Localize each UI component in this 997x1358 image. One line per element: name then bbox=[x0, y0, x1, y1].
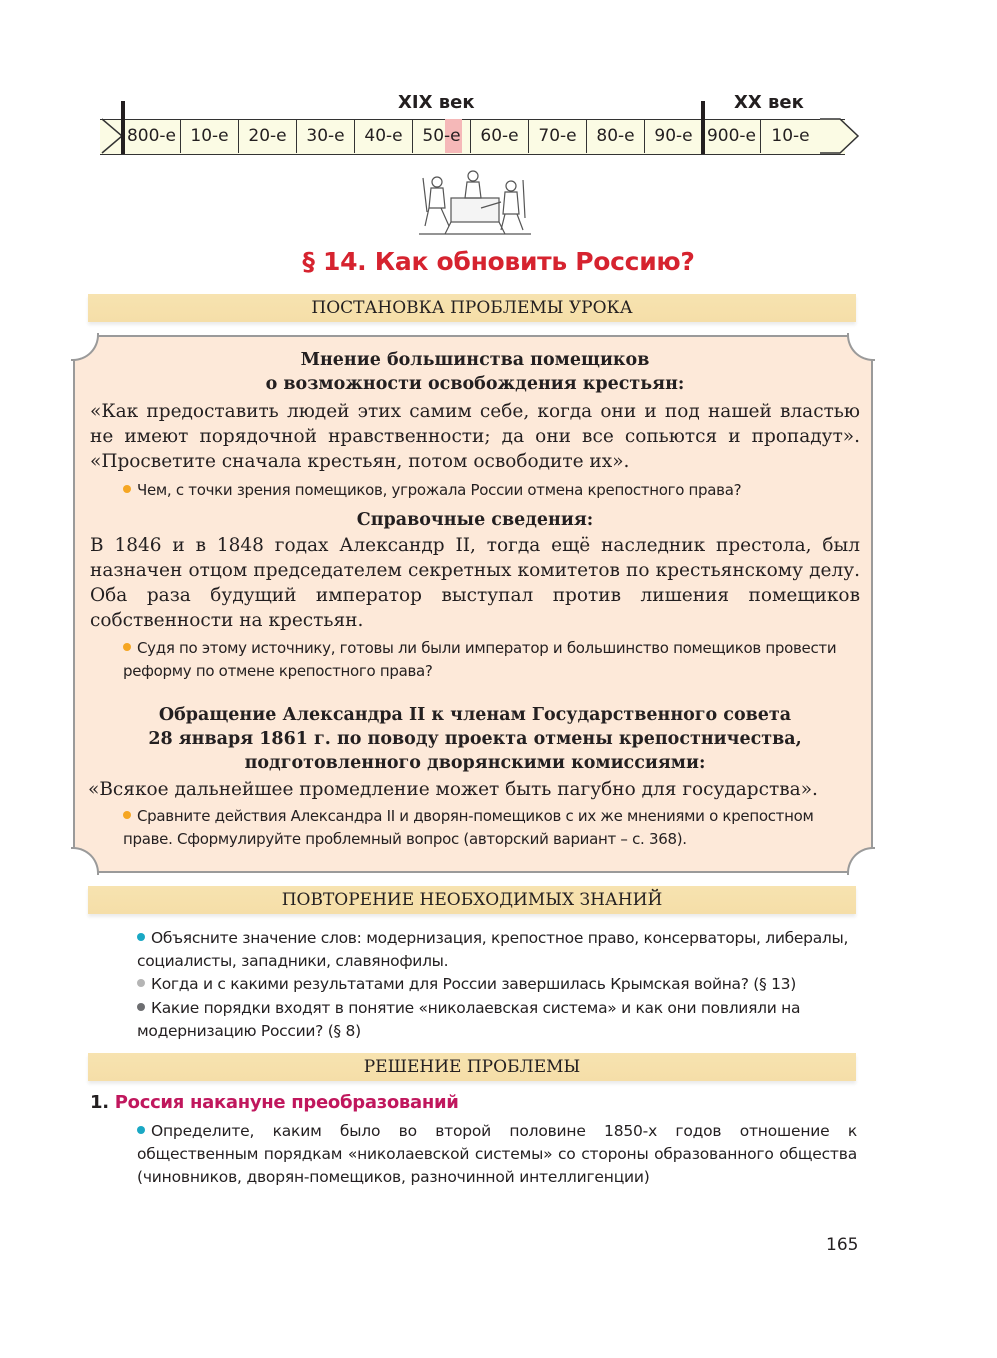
bullet-icon bbox=[123, 811, 131, 819]
source1-question: Чем, с точки зрения помещиков, угрожала России отмена крепостного права? bbox=[123, 479, 863, 502]
bullet-icon bbox=[137, 979, 145, 987]
century-label-xx: XX век bbox=[734, 92, 804, 113]
timeline-decade: 90-е bbox=[644, 119, 702, 153]
sources-box bbox=[73, 335, 873, 873]
timeline bbox=[100, 90, 860, 160]
source3-text: «Всякое дальнейшее промедление может быть пагубно для государства». bbox=[88, 779, 818, 800]
source1-text: «Как предоставить людей этих самим себе, когда они и под нашей властью не имеют порядочной нравственности; да они все сопьются и пропадут». «Просветите сначала крестьян, потом освободите их». bbox=[90, 401, 860, 472]
section-header-problem-setting: ПОСТАНОВКА ПРОБЛЕМЫ УРОКА bbox=[88, 294, 856, 322]
timeline-decade: 30-е bbox=[296, 119, 354, 153]
timeline-decade: 20-е bbox=[238, 119, 296, 153]
source3-question: Сравните действия Александра II и дворян-помещиков с их же мнениями о крепостном праве. Сформулируйте проблемный вопрос (авторский вариант – с. 368). bbox=[123, 807, 814, 848]
bullet-icon bbox=[123, 643, 131, 651]
subsection-heading bbox=[90, 1092, 459, 1113]
century-divider-xx bbox=[701, 101, 705, 154]
century-divider-xix bbox=[121, 101, 125, 154]
bullet-icon bbox=[137, 1003, 145, 1011]
timeline-decade: 80-е bbox=[586, 119, 644, 153]
page-number: 165 bbox=[826, 1235, 859, 1255]
timeline-decade: 10-е bbox=[760, 119, 820, 153]
subsection-title: Россия накануне преобразований bbox=[114, 1092, 459, 1113]
century-label-xix: XIX век bbox=[398, 92, 475, 113]
timeline-decade: 900-е bbox=[702, 119, 760, 153]
source3-heading: Обращение Александра II к членам Государственного совета 28 января 1861 г. по поводу проекта отмены крепостничества, подготовленного дворянскими комиссиями: bbox=[148, 705, 802, 773]
source2-question: Судя по этому источнику, готовы ли были император и большинство помещиков провести реформу по отмене крепостного права? bbox=[123, 639, 837, 680]
source1-heading: Мнение большинства помещиков о возможности освобождения крестьян: bbox=[265, 350, 685, 394]
source2-heading: Справочные сведения: bbox=[356, 510, 594, 530]
source2-text: В 1846 и в 1848 годах Александр II, тогда ещё наследник престола, был назначен отцом председателем секретных комитетов по крестьянскому делу. Оба раза будущий император выступал против лишения помещиков собственности на крестьян. bbox=[90, 535, 860, 631]
review-item: Когда и с какими результатами для России завершилась Крымская война? (§ 13) bbox=[137, 973, 857, 996]
timeline-arrow-icon bbox=[820, 117, 860, 155]
timeline-decade-highlighted: 50-е bbox=[412, 119, 470, 153]
review-item: Какие порядки входят в понятие «николаевская система» и как они повлияли на модернизацию России? (§ 8) bbox=[137, 999, 801, 1040]
timeline-decade: 70-е bbox=[528, 119, 586, 153]
timeline-decade: 60-е bbox=[470, 119, 528, 153]
review-item: Объясните значение слов: модернизация, крепостное право, консерваторы, либералы, социалисты, западники, славянофилы. bbox=[137, 929, 849, 970]
bullet-icon bbox=[137, 933, 145, 941]
box-corner-decoration bbox=[71, 847, 99, 875]
bullet-icon bbox=[123, 485, 131, 493]
timeline-decade: 40-е bbox=[354, 119, 412, 153]
box-corner-decoration bbox=[847, 847, 875, 875]
task-item: Определите, каким было во второй половине 1850-х годов отношение к общественным порядкам «николаевской системы» со стороны образованного общества (чиновников, дворян-помещиков, разночинной интеллигенции) bbox=[137, 1122, 857, 1186]
timeline-decade: 800-е bbox=[122, 119, 180, 153]
timeline-decade: 10-е bbox=[180, 119, 238, 153]
subsection-number: 1. bbox=[90, 1092, 109, 1113]
section-header-review: ПОВТОРЕНИЕ НЕОБХОДИМЫХ ЗНАНИЙ bbox=[88, 886, 856, 914]
section-header-solution: РЕШЕНИЕ ПРОБЛЕМЫ bbox=[88, 1053, 856, 1081]
council-table-engraving-icon bbox=[415, 168, 535, 238]
chapter-title: § 14. Как обновить Россию? bbox=[302, 247, 695, 276]
bullet-icon bbox=[137, 1126, 145, 1134]
